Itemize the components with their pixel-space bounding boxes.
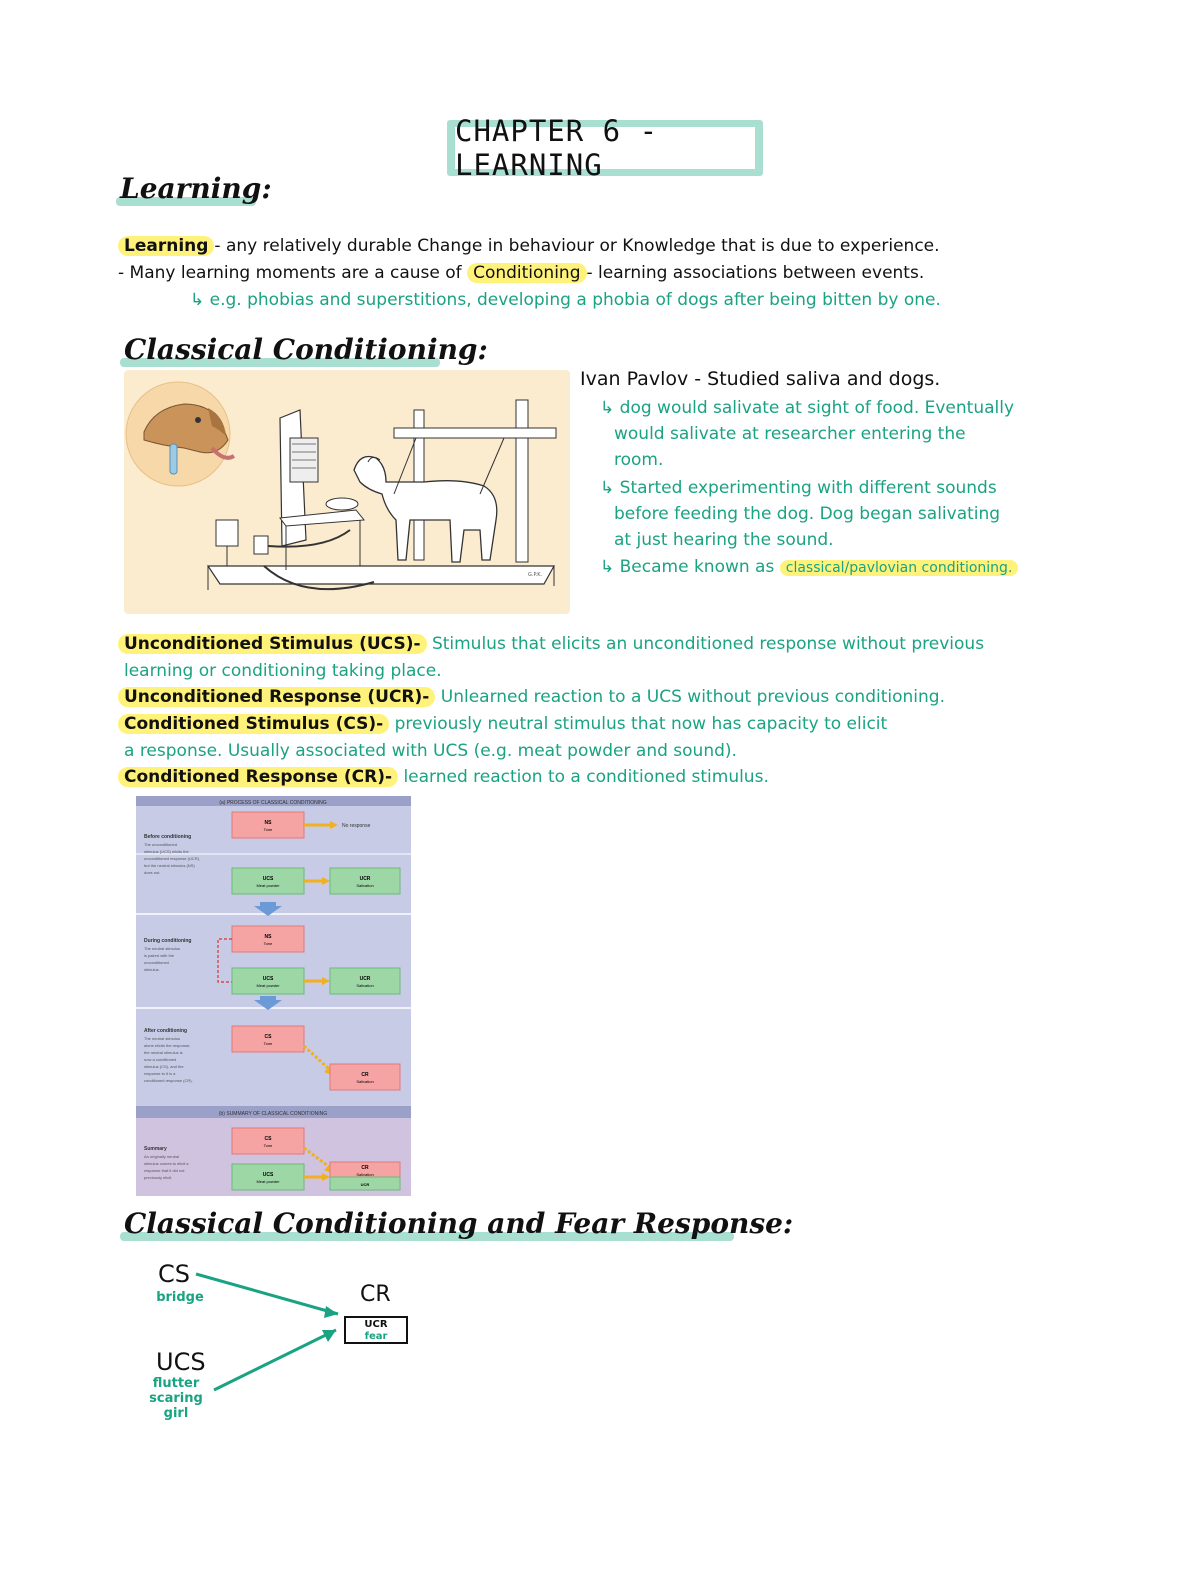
- during-text-4: stimulus.: [144, 967, 160, 972]
- definition-term: Unconditioned Response (UCR)-: [118, 687, 435, 707]
- conditioning-line-post: - learning associations between events.: [586, 263, 925, 283]
- conditioning-process-diagram: [136, 796, 411, 1196]
- pavlov-apparatus-figure: [124, 370, 570, 614]
- before-title: Before conditioning: [144, 834, 192, 840]
- after-title: After conditioning: [144, 1028, 188, 1034]
- fear-ucs-label: UCS: [156, 1348, 206, 1376]
- bullet-2-line-3: at just hearing the sound.: [614, 530, 834, 550]
- ucs-arrow: [214, 1330, 336, 1390]
- classical-term: classical/pavlovian conditioning.: [780, 560, 1019, 576]
- bullet-2-line-1: ↳ Started experimenting with different sounds: [600, 478, 997, 498]
- ucr-label: UCR: [359, 876, 371, 882]
- learning-definition: [118, 236, 940, 256]
- summary-text-3: response that it did not: [144, 1168, 185, 1173]
- learning-definition-text: - any relatively durable Change in behaviour or Knowledge that is due to experience.: [214, 236, 940, 256]
- definition-ucs-cont: learning or conditioning taking place.: [124, 661, 442, 681]
- classical-heading: Classical Conditioning:: [124, 333, 488, 366]
- after-text-7: conditioned response (CR).: [144, 1078, 193, 1083]
- fear-cs-label: CS: [158, 1260, 190, 1288]
- ucr-label: UCR: [359, 976, 371, 982]
- during-text-3: unconditioned: [144, 960, 169, 965]
- before-text-5: does not.: [144, 870, 161, 875]
- chapter-title-box: [447, 114, 763, 182]
- cs-arrow: [196, 1274, 338, 1314]
- learning-term: Learning: [118, 236, 214, 256]
- bullet-1-line-3: room.: [614, 450, 664, 470]
- after-text-1: The neutral stimulus: [144, 1036, 181, 1041]
- during-title: During conditioning: [144, 938, 192, 944]
- bullet-2-line-2: before feeding the dog. Dog began salivating: [614, 504, 1001, 524]
- after-text-2: alone elicits the response;: [144, 1043, 191, 1048]
- ns-label: NS: [264, 934, 272, 940]
- fear-cs-sub: bridge: [156, 1290, 204, 1305]
- bullet-3: [600, 557, 1018, 577]
- tone-label: Tone: [263, 941, 273, 946]
- summary-text-4: previously elicit.: [144, 1175, 173, 1180]
- summary-text-1: An originally neutral: [144, 1154, 180, 1159]
- ns-label: NS: [264, 820, 272, 826]
- fear-box-bottom: fear: [364, 1331, 388, 1342]
- fear-ucs-sub-line: flutter: [152, 1376, 200, 1391]
- before-text-4: but the neutral stimulus (NS): [144, 863, 195, 868]
- bullet-1-line-2: would salivate at researcher entering the: [614, 424, 966, 444]
- fear-arrows: [190, 1266, 350, 1396]
- before-text-1: The unconditioned: [144, 842, 177, 847]
- fear-box-top: UCR: [364, 1319, 388, 1330]
- diagram-header-a: (a) PROCESS OF CLASSICAL CONDITIONING: [219, 800, 327, 806]
- definition-ucs: [118, 634, 984, 654]
- bullet-1-line-1: ↳ dog would salivate at sight of food. Eventually: [600, 398, 1015, 418]
- cr-label: CR: [361, 1072, 369, 1078]
- definition-text: previously neutral stimulus that now has capacity to elicit: [394, 714, 888, 734]
- diagram-header-b: (b) SUMMARY OF CLASSICAL CONDITIONING: [218, 1111, 328, 1117]
- chapter-title: CHAPTER 6 - LEARNING: [455, 127, 755, 169]
- definition-term: Conditioned Response (CR)-: [118, 767, 398, 787]
- conditioning-line-pre: - Many learning moments are a cause of: [118, 263, 462, 283]
- after-text-6: response to it is a: [144, 1071, 176, 1076]
- pavlov-apparatus-illustration: [124, 370, 570, 614]
- salivation-label: Salivation: [356, 883, 374, 888]
- salivation-label: Salivation: [356, 983, 374, 988]
- fear-ucs-sub-line: girl: [163, 1406, 189, 1421]
- ucs-label: UCS: [262, 976, 274, 982]
- definition-cr: [118, 767, 769, 787]
- bullet-3-pre: ↳ Became known as: [600, 557, 775, 577]
- definition-text: Unlearned reaction to a UCS without previous conditioning.: [440, 687, 945, 707]
- meat-powder-label: Meat powder: [256, 1179, 280, 1184]
- definition-term: Unconditioned Stimulus (UCS)-: [118, 634, 427, 654]
- meat-powder-label: Meat powder: [256, 883, 280, 888]
- fear-ucr-box: [344, 1316, 408, 1344]
- figure-credit: G.P.K.: [528, 572, 543, 578]
- phobia-example: ↳ e.g. phobias and superstitions, developing a phobia of dogs after being bitten by one.: [190, 290, 941, 310]
- during-text-2: is paired with the: [144, 953, 175, 958]
- cs-label: CS: [264, 1136, 272, 1142]
- definition-ucr: [118, 687, 945, 707]
- ucs-label: UCS: [262, 876, 274, 882]
- after-text-4: now a conditioned: [144, 1057, 177, 1062]
- definition-text: learned reaction to a conditioned stimulus.: [403, 767, 769, 787]
- summary-title: Summary: [144, 1146, 167, 1152]
- ucs-label: UCS: [262, 1172, 274, 1178]
- tone-label: Tone: [263, 1143, 273, 1148]
- fear-cr-label: CR: [360, 1282, 391, 1307]
- before-text-3: unconditioned response (UCR),: [144, 856, 201, 861]
- during-text-1: The neutral stimulus: [144, 946, 181, 951]
- conditioning-line: [118, 263, 924, 283]
- salivation-label: Salivation: [356, 1172, 374, 1177]
- definition-term: Conditioned Stimulus (CS)-: [118, 714, 389, 734]
- definition-text: Stimulus that elicits an unconditioned response without previous: [431, 634, 985, 654]
- before-text-2: stimulus (UCS) elicits the: [144, 849, 189, 854]
- salivation-label: Salivation: [356, 1079, 374, 1084]
- fear-heading: Classical Conditioning and Fear Response:: [124, 1207, 794, 1240]
- fear-ucs-sub-line: scaring: [149, 1391, 203, 1406]
- tone-label: Tone: [263, 1041, 273, 1046]
- meat-powder-label: Meat powder: [256, 983, 280, 988]
- cs-label: CS: [264, 1034, 272, 1040]
- pavlov-title: Ivan Pavlov - Studied saliva and dogs.: [580, 368, 941, 390]
- tone-label: Tone: [263, 827, 273, 832]
- ucr-label: UCR: [360, 1182, 370, 1187]
- cr-label: CR: [361, 1165, 369, 1171]
- summary-text-2: stimulus comes to elicit a: [144, 1161, 189, 1166]
- no-response-label: No response: [342, 823, 371, 829]
- learning-heading: Learning:: [120, 172, 272, 205]
- conditioning-term: Conditioning: [467, 263, 586, 283]
- definition-cs-cont: a response. Usually associated with UCS (e.g. meat powder and sound).: [124, 741, 737, 761]
- definition-cs: [118, 714, 887, 734]
- after-text-3: the neutral stimulus is: [144, 1050, 183, 1055]
- conditioning-process-chart: [136, 796, 411, 1196]
- after-text-5: stimulus (CS), and the: [144, 1064, 184, 1069]
